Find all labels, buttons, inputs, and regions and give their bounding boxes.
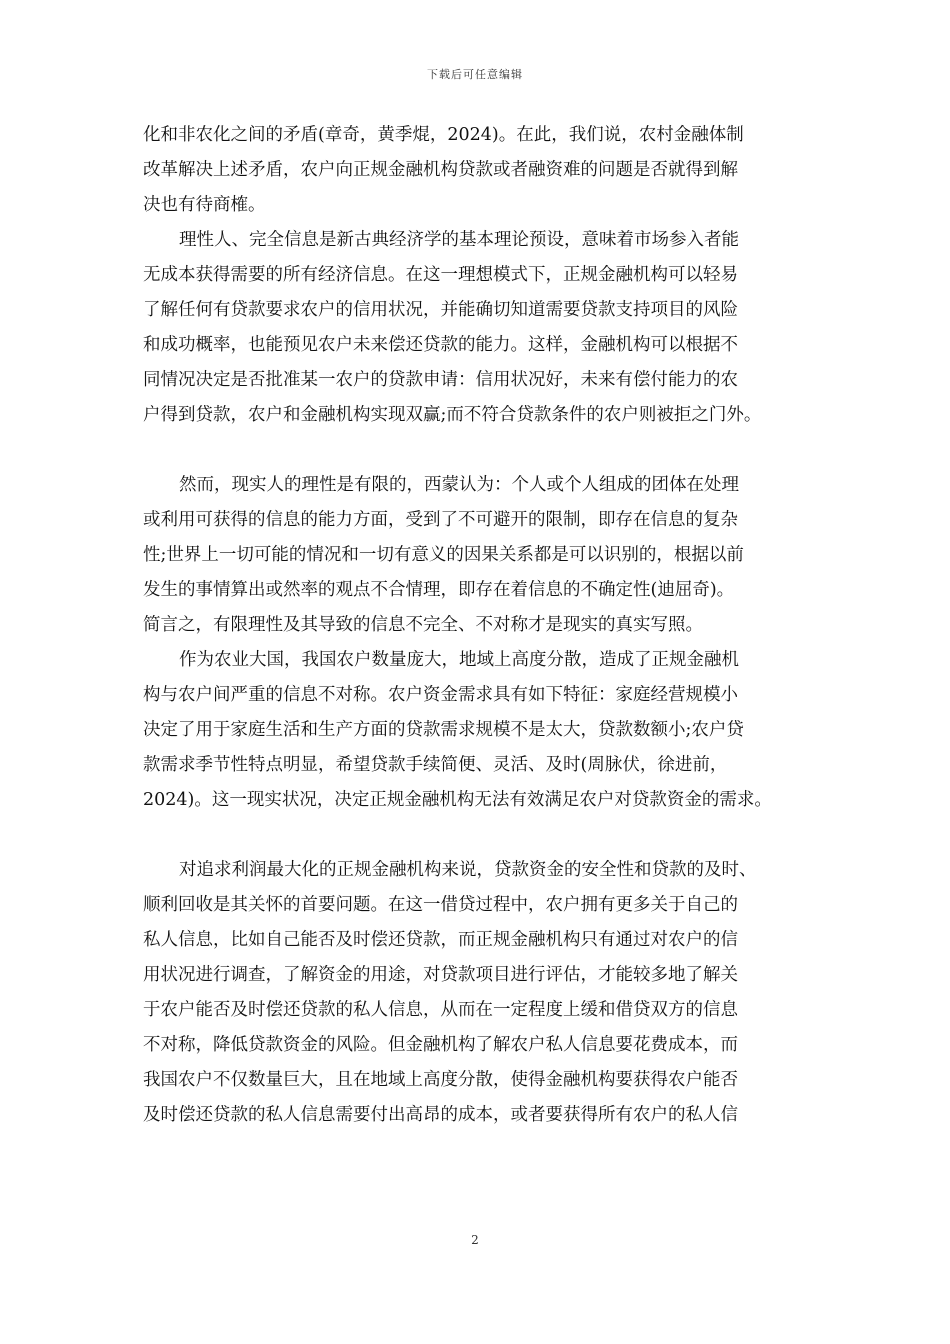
text-line: 简言之，有限理性及其导致的信息不完全、不对称才是现实的真实写照。 (143, 615, 703, 635)
text-line: 户得到贷款，农户和金融机构实现双赢;而不符合贷款条件的农户则被拒之门外。 (143, 405, 762, 425)
text-line: 私人信息，比如自己能否及时偿还贷款，而正规金融机构只有通过对农户的信 (143, 930, 738, 950)
text-line: 2024)。这一现实状况，决定正规金融机构无法有效满足农户对贷款资金的需求。 (143, 790, 772, 810)
page-header: 下载后可任意编辑 (427, 68, 523, 81)
text-line: 于农户能否及时偿还贷款的私人信息，从而在一定程度上缓和借贷双方的信息 (143, 1000, 738, 1020)
text-line: 化和非农化之间的矛盾(章奇，黄季焜，2024)。在此，我们说，农村金融体制 (143, 125, 744, 145)
text-line: 用状况进行调查，了解资金的用途，对贷款项目进行评估，才能较多地了解关 (143, 965, 738, 985)
text-line: 及时偿还贷款的私人信息需要付出高昂的成本，或者要获得所有农户的私人信 (143, 1105, 738, 1125)
text-line: 和成功概率，也能预见农户未来偿还贷款的能力。这样，金融机构可以根据不 (143, 335, 738, 355)
text-line: 我国农户不仅数量巨大，且在地域上高度分散，使得金融机构要获得农户能否 (143, 1070, 738, 1090)
page-number: 2 (471, 1233, 479, 1247)
text-line: 同情况决定是否批准某一农户的贷款申请：信用状况好，未来有偿付能力的农 (143, 370, 738, 390)
text-line: 无成本获得需要的所有经济信息。在这一理想模式下，正规金融机构可以轻易 (143, 265, 738, 285)
paragraph-gap (143, 433, 809, 468)
text-line: 顺利回收是其关怀的首要问题。在这一借贷过程中，农户拥有更多关于自己的 (143, 895, 738, 915)
text-line: 理性人、完全信息是新古典经济学的基本理论预设，意味着市场参入者能 (179, 230, 739, 250)
text-line: 然而，现实人的理性是有限的，西蒙认为：个人或个人组成的团体在处理 (179, 475, 739, 495)
text-line: 作为农业大国，我国农户数量庞大，地域上高度分散，造成了正规金融机 (179, 650, 739, 670)
text-line: 不对称，降低贷款资金的风险。但金融机构了解农户私人信息要花费成本，而 (143, 1035, 738, 1055)
paragraph-gap (143, 818, 809, 853)
text-line: 构与农户间严重的信息不对称。农户资金需求具有如下特征：家庭经营规模小 (143, 685, 738, 705)
text-line: 发生的事情算出或然率的观点不合情理，即存在着信息的不确定性(迪屈奇)。 (143, 580, 735, 600)
body-text (143, 118, 809, 1133)
text-line: 了解任何有贷款要求农户的信用状况，并能确切知道需要贷款支持项目的风险 (143, 300, 738, 320)
text-line: 改革解决上述矛盾，农户向正规金融机构贷款或者融资难的问题是否就得到解 (143, 160, 738, 180)
text-line: 或利用可获得的信息的能力方面，受到了不可避开的限制，即存在信息的复杂 (143, 510, 738, 530)
text-line: 性;世界上一切可能的情况和一切有意义的因果关系都是可以识别的，根据以前 (143, 545, 744, 565)
text-line: 对追求利润最大化的正规金融机构来说，贷款资金的安全性和贷款的及时、 (179, 860, 757, 880)
text-line: 决也有待商榷。 (143, 195, 266, 215)
text-line: 款需求季节性特点明显，希望贷款手续简便、灵活、及时(周脉伏，徐进前， (143, 755, 728, 775)
text-line: 决定了用于家庭生活和生产方面的贷款需求规模不是太大，贷款数额小;农户贷 (143, 720, 744, 740)
